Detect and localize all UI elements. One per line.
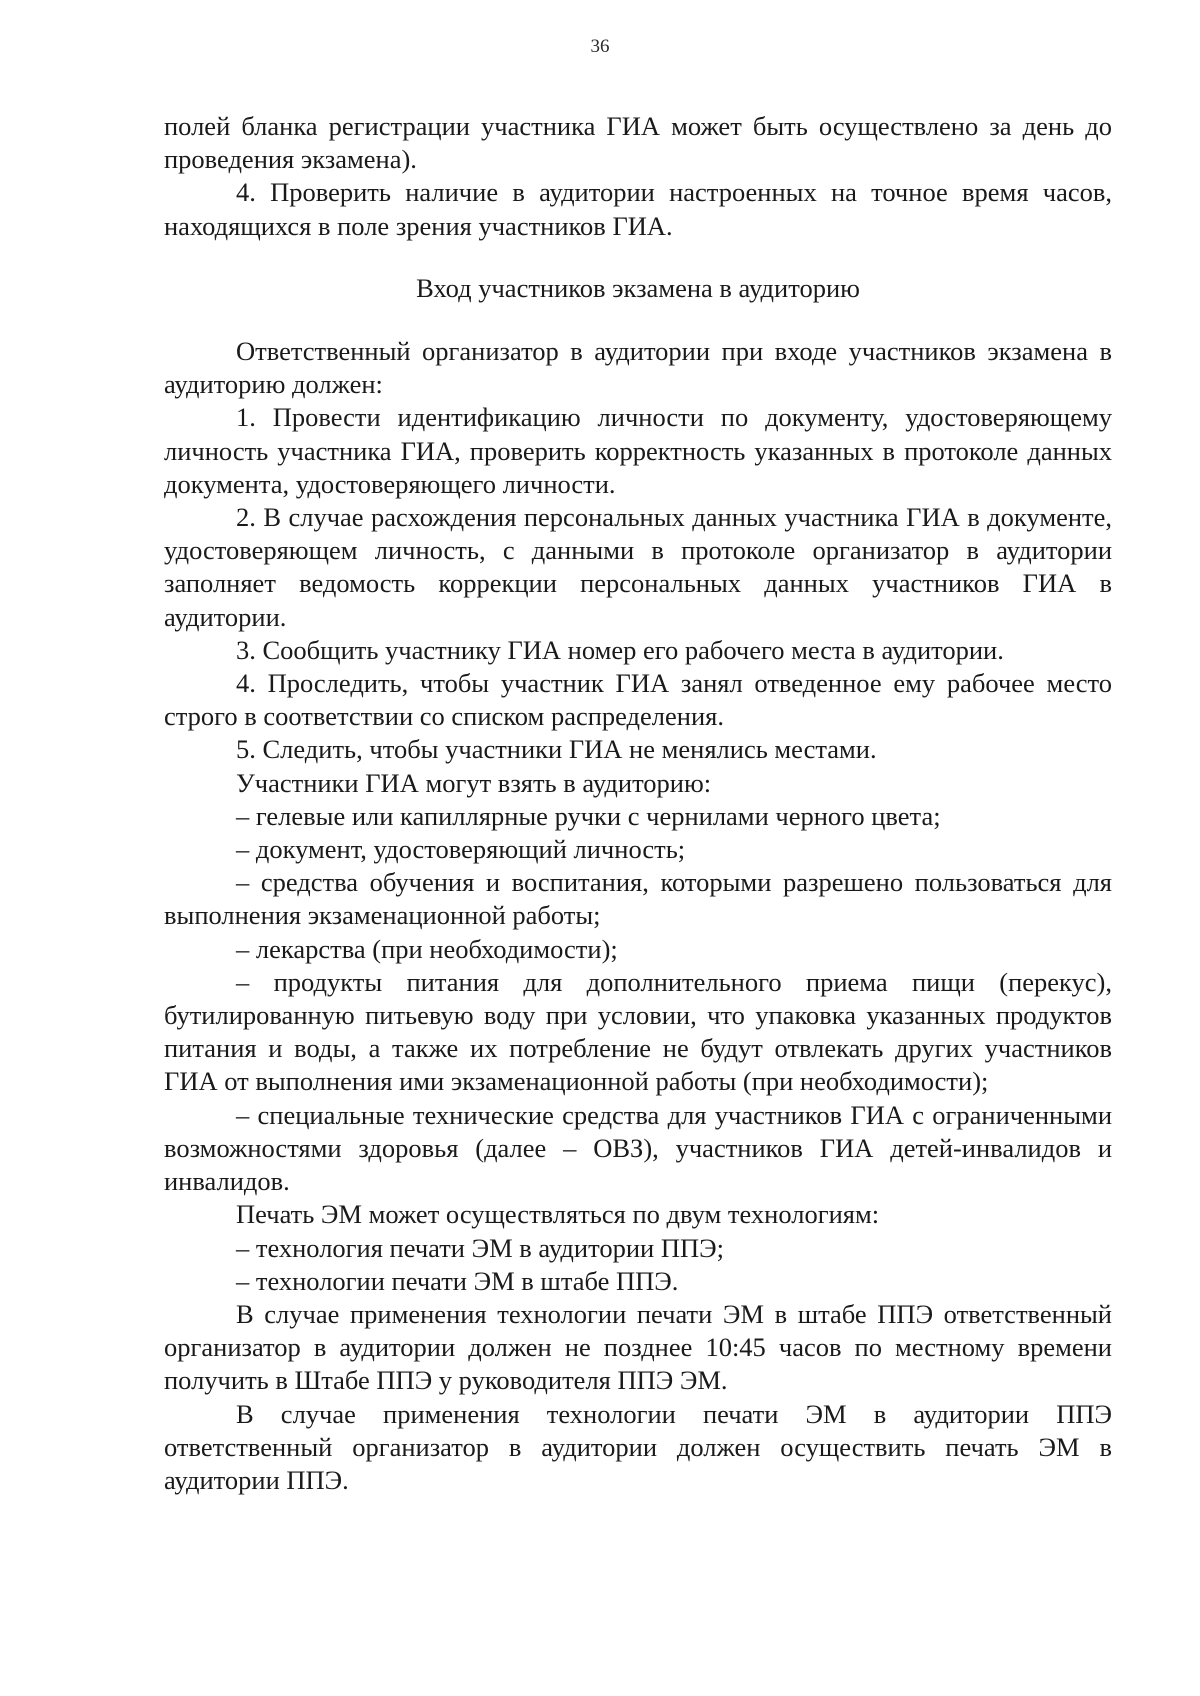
paragraph: Ответственный организатор в аудитории при входе участников экзамена в аудиторию должен:: [164, 336, 1112, 400]
paragraph: В случае применения технологии печати ЭМ в аудитории ППЭ ответственный организатор в аудитории должен осуществить печать ЭМ в аудитории ППЭ.: [164, 1398, 1112, 1495]
bullet-item: – средства обучения и воспитания, которыми разрешено пользоваться для выполнения экзаменационной работы;: [164, 867, 1112, 931]
page-number: 36: [590, 36, 610, 57]
paragraph: 4. Проверить наличие в аудитории настроенных на точное время часов, находящихся в поле зрения участников ГИА.: [164, 177, 1112, 241]
document-body: [164, 110, 1112, 1497]
paragraph: Печать ЭМ может осуществляться по двум технологиям:: [236, 1199, 880, 1230]
section-heading: Вход участников экзамена в аудиторию: [416, 272, 860, 303]
list-item: 2. В случае расхождения персональных данных участника ГИА в документе, удостоверяющем личность, с данными в протоколе организатор в аудитории заполняет ведомость коррекции персональных данных участников ГИА в аудитории.: [164, 502, 1112, 632]
list-item: 4. Проследить, чтобы участник ГИА занял отведенное ему рабочее место строго в соответствии со списком распределения.: [164, 668, 1112, 732]
bullet-item: – документ, удостоверяющий личность;: [236, 834, 686, 865]
list-item: 1. Провести идентификацию личности по документу, удостоверяющему личность участника ГИА, проверить корректность указанных в протоколе данных документа, удостоверяющего личности.: [164, 402, 1112, 499]
list-item: 3. Сообщить участнику ГИА номер его рабочего места в аудитории.: [236, 634, 1004, 665]
bullet-item: – специальные технические средства для участников ГИА с ограниченными возможностями здоровья (далее – ОВЗ), участников ГИА детей-инвалидов и инвалидов.: [164, 1099, 1112, 1197]
paragraph: Участники ГИА могут взять в аудиторию:: [236, 767, 712, 798]
continued-paragraph: полей бланка регистрации участника ГИА может быть осуществлено за день до проведения экзамена).: [164, 111, 1112, 175]
bullet-item: – технологии печати ЭМ в штабе ППЭ.: [236, 1265, 679, 1296]
list-item: 5. Следить, чтобы участники ГИА не менялись местами.: [236, 734, 877, 765]
bullet-item: – гелевые или капиллярные ручки с чернилами черного цвета;: [236, 800, 941, 831]
bullet-item: – продукты питания для дополнительного приема пищи (перекус), бутилированную питьевую воду при условии, что упаковка указанных продуктов питания и воды, а также их потребление не будут отвлекать других участников ГИА от выполнения ими экзаменационной работы (при необходимости);: [164, 966, 1112, 1097]
bullet-item: – технология печати ЭМ в аудитории ППЭ;: [236, 1232, 724, 1263]
bullet-item: – лекарства (при необходимости);: [236, 933, 618, 964]
paragraph: В случае применения технологии печати ЭМ в штабе ППЭ ответственный организатор в аудитории должен не позднее 10:45 часов по местному времени получить в Штабе ППЭ у руководителя ППЭ ЭМ.: [164, 1298, 1112, 1396]
